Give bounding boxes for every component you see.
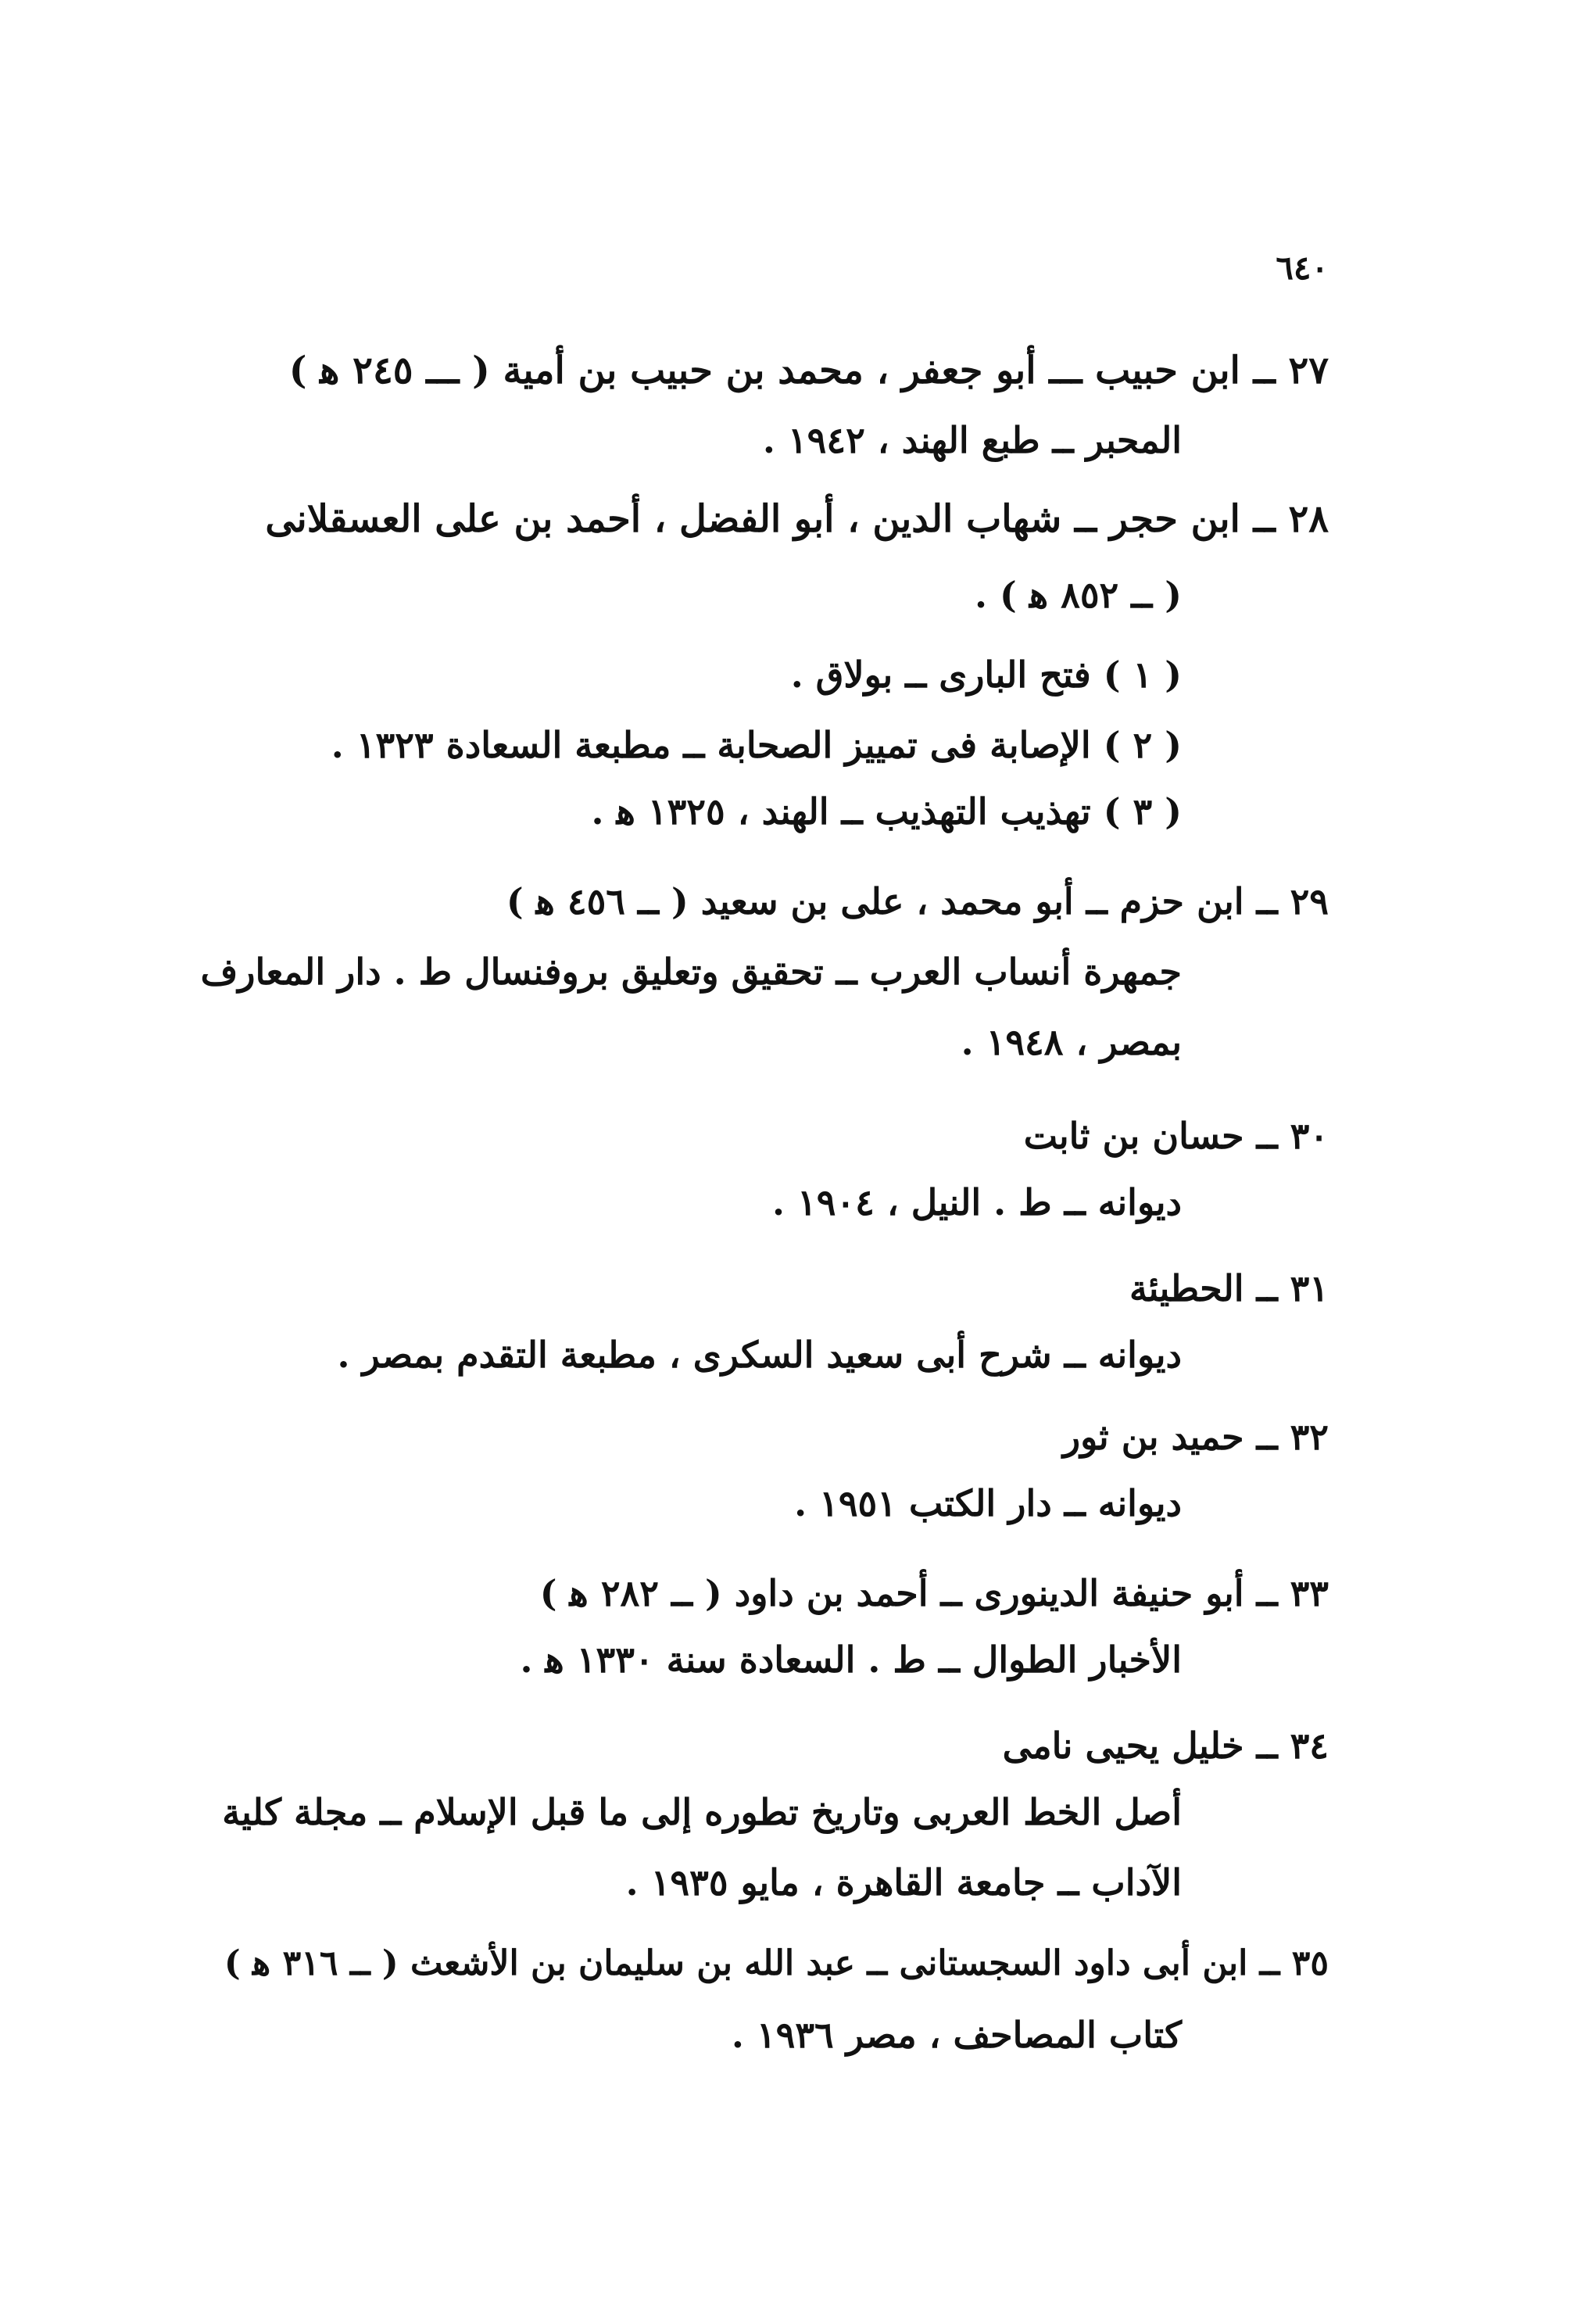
entry-30-heading: ٣٠ ــ حسان بن ثابت — [1023, 1115, 1329, 1157]
entry-31-line-1: ديوانه ــ شرح أبى سعيد السكرى ، مطبعة التقدم بمصر . — [337, 1334, 1182, 1376]
entry-32-line-1: ديوانه ــ دار الكتب ١٩٥١ . — [794, 1482, 1182, 1524]
entry-32-heading: ٣٢ ــ حميد بن ثور — [1062, 1416, 1329, 1458]
entry-27-heading: ٢٧ ــ ابن حبيب ـــ أبو جعفر ، محمد بن حبيب بن أمية ( ـــ ٢٤٥ ﻫ ) — [288, 349, 1329, 392]
entry-29-line-1: جمهرة أنساب العرب ــ تحقيق وتعليق بروفنسال ط . دار المعارف — [200, 951, 1182, 993]
entry-34-line-1: أصل الخط العربى وتاريخ تطوره إلى ما قبل الإسلام ــ مجلة كلية — [222, 1791, 1182, 1833]
entry-28-line-1: ( ــ ٨٥٢ ﻫ ) . — [975, 574, 1182, 616]
entry-30-line-1: ديوانه ــ ط . النيل ، ١٩٠٤ . — [772, 1181, 1182, 1223]
entry-28-heading: ٢٨ ــ ابن حجر ــ شهاب الدين ، أبو الفضل ، أحمد بن على العسقلانى — [265, 497, 1329, 541]
entry-33-heading: ٣٣ ــ أبو حنيفة الدينورى ــ أحمد بن داود ( ــ ٢٨٢ ﻫ ) — [539, 1572, 1329, 1614]
entry-29-heading: ٢٩ ــ ابن حزم ــ أبو محمد ، على بن سعيد ( ــ ٤٥٦ ﻫ ) — [506, 880, 1329, 922]
entry-28-line-3: ( ٢ ) الإصابة فى تمييز الصحابة ــ مطبعة السعادة ١٣٢٣ . — [331, 724, 1182, 766]
entry-33-line-1: الأخبار الطوال ــ ط . السعادة سنة ١٣٣٠ ﻫ . — [520, 1639, 1182, 1681]
entry-35-line-1: كتاب المصاحف ، مصر ١٩٣٦ . — [731, 2014, 1182, 2056]
entry-29-line-2: بمصر ، ١٩٤٨ . — [961, 1021, 1182, 1063]
page-number: ٦٤٠ — [1276, 249, 1329, 287]
entry-35-heading: ٣٥ ــ ابن أبى داود السجستانى ــ عبد الله بن سليمان بن الأشعث ( ــ ٣١٦ ﻫ ) — [224, 1943, 1329, 1983]
entry-34-line-2: الآداب ــ جامعة القاهرة ، مايو ١٩٣٥ . — [625, 1861, 1182, 1904]
entry-31-heading: ٣١ ــ الحطيئة — [1129, 1267, 1329, 1309]
entry-28-line-2: ( ١ ) فتح البارى ــ بولاق . — [790, 654, 1182, 696]
entry-34-heading: ٣٤ ــ خليل يحيى نامى — [1002, 1725, 1329, 1767]
entry-27-line-1: المحبر ــ طبع الهند ، ١٩٤٢ . — [762, 419, 1182, 461]
entry-28-line-4: ( ٣ ) تهذيب التهذيب ــ الهند ، ١٣٢٥ ﻫ . — [591, 790, 1182, 833]
